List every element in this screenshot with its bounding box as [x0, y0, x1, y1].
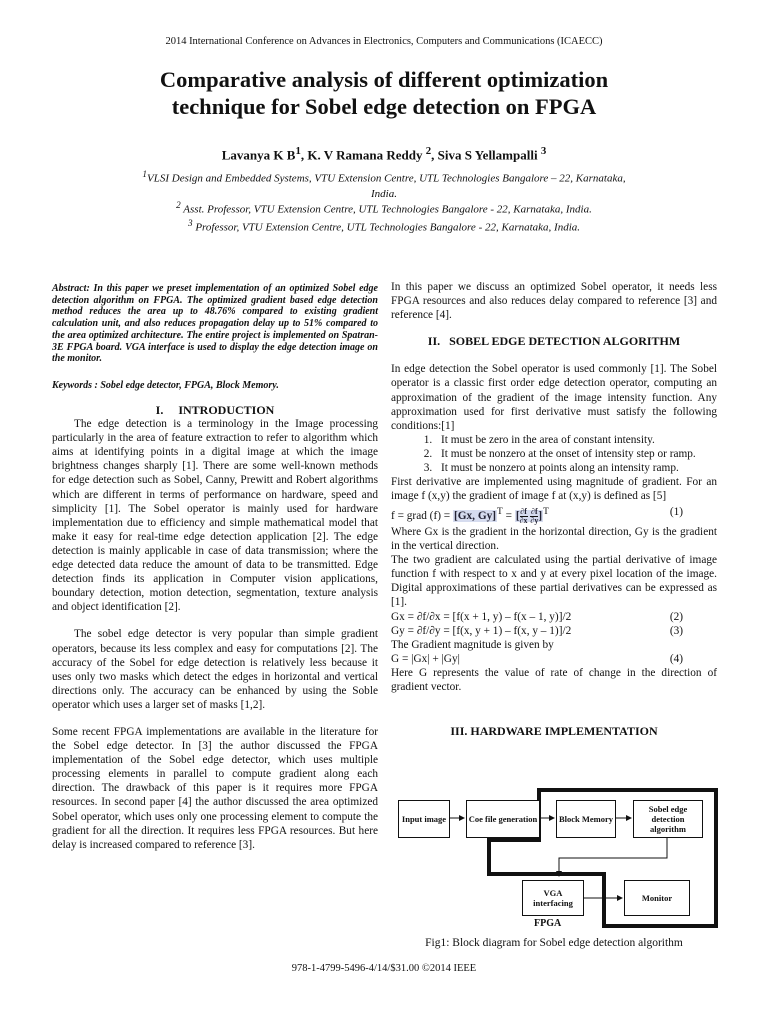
equation-2-number: (2) [669, 610, 683, 623]
author-1: Lavanya K B [221, 147, 296, 163]
section-heading-introduction: I. INTRODUCTION [155, 403, 275, 418]
block-memory-block: Block Memory [556, 800, 616, 838]
affiliation-2 [130, 198, 638, 218]
section-heading-hardware: III. HARDWARE IMPLEMENTATION [450, 724, 658, 739]
affiliation-1-sup: 1 [142, 169, 147, 179]
affiliation-3 [130, 216, 638, 236]
block-diagram [394, 788, 724, 933]
frac-denominator: ∂y [530, 515, 539, 525]
paper-title [60, 66, 708, 120]
section-heading-sobel: II. SOBEL EDGE DETECTION ALGORITHM [427, 334, 681, 349]
condition-item: 3. It must be nonzero at points along an intensity ramp. [435, 461, 717, 475]
abstract: Abstract: In this paper we preset implementation of an optimized Sobel edge detection algorithm on FPGA. The optimized gradient based edge detection method reduces the area up to 48.76% compared to existing gradient calculation unit, and also reduces propagation delay up to 51% compared to the area optimized architecture. The entire project is implemented on Spatran-3E FPGA board. VGA interface is used to display the edge detection image on the monitor. [52, 283, 378, 365]
author-1-sup: 1 [295, 145, 301, 157]
arrow-sobel-to-vga [559, 836, 667, 876]
author-list [60, 145, 708, 163]
equation-3 [391, 624, 717, 638]
title-line-2: technique for Sobel edge detection on FPGA [171, 94, 597, 119]
affiliation-2-text: Asst. Professor, VTU Extension Centre, UTL Technologies Bangalore - 22, Karnataka, India. [180, 203, 592, 216]
right-paragraph-1: In this paper we discuss an optimized Sobel operator, it needs less FPGA resources and also reduces delay compared to reference [3] and reference [4]. [391, 281, 717, 322]
algorithm-paragraph-3: Where Gx is the gradient in the horizontal direction, Gy is the gradient in the vertical direction. [391, 525, 717, 553]
equation-1-eq: = [502, 510, 515, 523]
condition-item: 1. It must be zero in the area of constant intensity. [435, 433, 717, 447]
equation-1-open: [ [515, 510, 520, 523]
affiliation-1-text: VLSI Design and Embedded Systems, VTU Extension Centre, UTL Technologies Bangalore – 22, Karnataka, India. [147, 172, 626, 200]
fpga-label: FPGA [534, 918, 562, 929]
affiliation-2-sup: 2 [176, 200, 181, 210]
author-3-sup: 3 [540, 145, 547, 157]
affiliation-3-sup: 3 [187, 218, 193, 228]
affiliation-1 [130, 167, 638, 202]
equation-1-number: (1) [669, 506, 683, 519]
equation-1-t2: T [543, 507, 549, 518]
algorithm-paragraph-2: First derivative are implemented using magnitude of gradient. For an image f (x,y) the gradient of image f at (x,y) is defined as [5] [391, 476, 717, 503]
condition-item: 2. It must be nonzero at the onset of intensity step or ramp. [435, 447, 717, 461]
title-line-1: Comparative analysis of different optimization [159, 67, 609, 92]
coe-file-generation-block: Coe file generation [466, 800, 540, 838]
left-column [52, 283, 378, 852]
algorithm-paragraph-5: The Gradient magnitude is given by [391, 638, 554, 651]
frac-denominator: ∂x [519, 515, 528, 525]
right-column [391, 280, 717, 738]
equation-1-lhs: f = grad (f) = [391, 510, 453, 523]
author-2: , K. V Ramana Reddy [300, 147, 426, 163]
monitor-block: Monitor [624, 880, 690, 916]
input-image-block: Input image [398, 800, 450, 838]
equation-1-t1: T [497, 507, 503, 518]
equation-1-fraction-vector [515, 506, 543, 525]
frac-numerator: ∂f [520, 506, 527, 516]
equation-3-number: (3) [669, 624, 683, 637]
vga-interfacing-block: VGA interfacing [522, 880, 584, 916]
equation-4-body: G = |Gx| + |Gy| [391, 652, 460, 665]
equation-1-body [391, 505, 549, 525]
copyright-footer: 978-1-4799-5496-4/14/$31.00 ©2014 IEEE [291, 963, 477, 974]
equation-2 [391, 610, 717, 624]
conditions-list [391, 433, 717, 475]
equation-1-close: ] [538, 510, 543, 523]
sobel-detection-block: Sobel edge detection algorithm [633, 800, 703, 838]
algorithm-paragraph-1: In edge detection the Sobel operator is used commonly [1]. The Sobel operator is a classic first order edge detection operator, computing an approximation of the gradient of the image intensity function. Any approximation used for first derivative must satisfy the following conditions:[1] [391, 363, 717, 432]
keywords: Keywords : Sobel edge detector, FPGA, Block Memory. [52, 379, 279, 391]
intro-paragraph-3: Some recent FPGA implementations are available in the literature for the Sobel edge detector. In [3] the author discussed the FPGA implementation of the Sobel edge detector, which uses multiple processing elements in parallel to compute gradient along each direction. The drawback of this paper is it requires more FPGA resources. In second paper [4] the author discussed the area optimized Sobel operator, which uses only one processing element to compute the gradient for all the direction. It requires less FPGA resources. But here delay is increased compared to reference [3]. [52, 725, 378, 851]
figure-caption: Fig1: Block diagram for Sobel edge detection algorithm [425, 937, 683, 949]
equation-1-vector: [Gx, Gy] [453, 510, 497, 523]
algorithm-paragraph-4: The two gradient are calculated using the partial derivative of image function f with respect to x and y at every pixel location of the image. Digital approximations of these partial derivatives can be expressed as [1]. [391, 554, 717, 609]
equation-3-body: Gy = ∂f/∂y = [f(x, y + 1) – f(x, y – 1)]/2 [391, 624, 572, 637]
algorithm-paragraph-6: Here G represents the value of rate of change in the direction of gradient vector. [391, 666, 717, 694]
affiliation-3-text: Professor, VTU Extension Centre, UTL Technologies Bangalore - 22, Karnataka, India. [192, 221, 581, 234]
equation-2-body: Gx = ∂f/∂x = [f(x + 1, y) – f(x – 1, y)]/2 [391, 610, 572, 623]
equation-1 [391, 505, 717, 525]
frac-numerator: ∂f [531, 506, 538, 516]
conference-header: 2014 International Conference on Advances in Electronics, Computers and Communications (ICAECC) [165, 36, 603, 47]
equation-4 [391, 652, 717, 666]
intro-paragraph-1: The edge detection is a terminology in the Image processing particularly in the area of feature extraction to refer to algorithm which aims at identifying points in a digital image at which the image brightness changes sharply [1]. There are some well-known methods for edge detection such as Sobel, Canny, Prewitt and Robert algorithms which are different in terms of performance on hardware, speed and simplicity [1]. The Sobel operator is mainly used for hardware implementation due to efficiency and simple mathematical model that make it easy for real-time edge detection application [2]. The edge detection is mainly applicable in case of data transmission; where the edge detected data reduce the amount of data to be transmitted. Edge detection finds its application in Computer vision applications, boundary detection, motion detection, segmentation, texture analysis and object identification [2]. [52, 418, 378, 614]
equation-4-number: (4) [669, 652, 683, 665]
author-2-sup: 2 [425, 145, 432, 157]
equation-1-frac-x [520, 508, 528, 525]
author-3: , Siva S Yellampalli [431, 147, 541, 163]
intro-paragraph-2: The sobel edge detector is very popular than simple gradient operators, because its less complex and easy for computations [2]. The accuracy of the Sobel for edge detection is relatively less because it uses only two masks which detect the edges in horizontal and vertical directions only. The accuracy can be enhanced by using the Soble operator which uses a larger set of masks [1,2]. [52, 628, 378, 711]
